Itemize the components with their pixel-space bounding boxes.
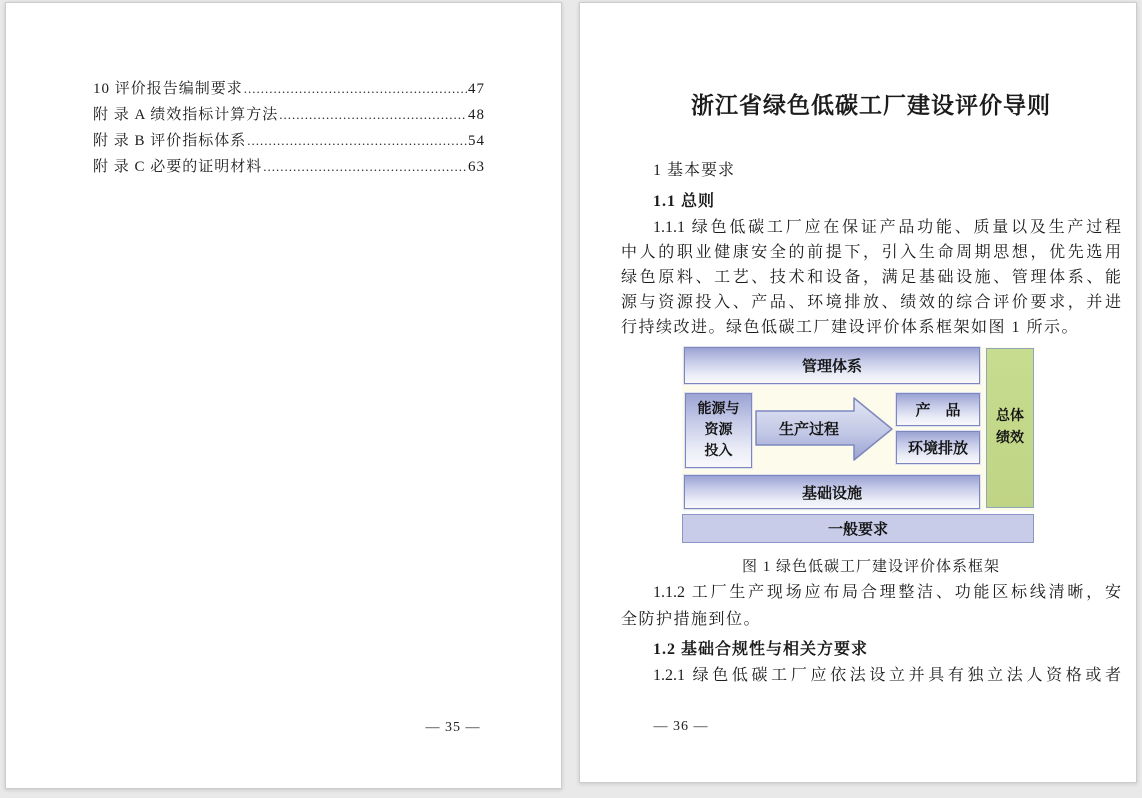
- document-title: 浙江省绿色低碳工厂建设评价导则: [691, 93, 1051, 118]
- page-number-36: — 36 —: [653, 719, 709, 734]
- toc-entry-label: 附 录 A 绩效指标计算方法: [93, 107, 279, 123]
- section-heading-1: 1 基本要求: [653, 162, 736, 179]
- figure-box-product: [896, 393, 980, 426]
- paragraph-1-1-2: [621, 579, 1121, 633]
- paragraph-line: 源与资源投入、产品、环境排放、绩效的综合评价要求，并进: [621, 294, 1121, 311]
- figure-box-label: 生产过程: [778, 421, 839, 438]
- toc-entry[interactable]: [93, 77, 485, 103]
- toc-dot-leader: [244, 81, 467, 97]
- toc-entry-page: 48: [468, 107, 485, 123]
- figure-box-label: 基础设施: [801, 485, 862, 502]
- paragraph-1-2-1: [621, 662, 1121, 689]
- toc-dot-leader: [247, 133, 467, 149]
- figure-box-general-requirements: [682, 514, 1034, 543]
- figure-box-infrastructure: [684, 475, 980, 509]
- toc-entry[interactable]: [93, 129, 485, 155]
- toc-entry-page: 63: [468, 159, 485, 175]
- figure-box-label: 绩效: [996, 431, 1024, 446]
- paragraph-line: 绿色原料、工艺、技术和设备，满足基础设施、管理体系、能: [621, 269, 1121, 286]
- toc-entry[interactable]: [93, 103, 485, 129]
- figure-box-label: 一般要求: [827, 522, 888, 538]
- toc-entry[interactable]: [93, 155, 485, 181]
- figure-box-label: 能源与: [697, 402, 740, 417]
- table-of-contents: [93, 77, 485, 181]
- toc-entry-page: 47: [468, 81, 485, 97]
- toc-entry-label: 附 录 B 评价指标体系: [93, 133, 247, 149]
- toc-entry-page: 54: [468, 133, 485, 149]
- toc-entry-label: 附 录 C 必要的证明材料: [93, 159, 263, 175]
- paragraph-line: 1.1.2 工厂生产现场应布局合理整洁、功能区标线清晰，安: [653, 584, 1121, 601]
- section-heading-1-1: 1.1 总则: [653, 193, 716, 210]
- figure-box-environmental-emission: [896, 431, 980, 464]
- figure-box-management-system: [684, 347, 980, 384]
- paragraph-line: 1.1.1 绿色低碳工厂应在保证产品功能、质量以及生产过程: [653, 219, 1121, 236]
- figure-box-label: 资源: [704, 423, 733, 438]
- page-35: [5, 2, 562, 789]
- toc-entry-label: 10 评价报告编制要求: [93, 81, 243, 97]
- figure-box-label: 总体: [996, 409, 1024, 424]
- paragraph-line: 1.2.1 绿色低碳工厂应依法设立并具有独立法人资格或者: [653, 667, 1121, 684]
- figure-1-caption: 图 1 绿色低碳工厂建设评价体系框架: [741, 559, 1000, 575]
- figure-1-framework-diagram: [682, 347, 1034, 547]
- section-heading-1-2: 1.2 基础合规性与相关方要求: [653, 641, 869, 658]
- page-36: [579, 2, 1137, 783]
- page-number-35: — 35 —: [425, 720, 481, 735]
- toc-dot-leader: [263, 159, 467, 175]
- paragraph-line: 全防护措施到位。: [621, 611, 762, 628]
- figure-box-label: 产 品: [915, 403, 961, 419]
- figure-box-label: 环境排放: [907, 441, 968, 457]
- paragraph-line: 中人的职业健康安全的前提下，引入生命周期思想，优先选用: [621, 244, 1121, 261]
- figure-box-label: 投入: [704, 444, 733, 459]
- paragraph-line: 行持续改进。绿色低碳工厂建设评价体系框架如图 1 所示。: [621, 319, 1080, 336]
- figure-box-label: 管理体系: [801, 359, 862, 375]
- figure-box-energy-resource-input: [685, 393, 752, 468]
- figure-box-overall-performance: [986, 348, 1034, 508]
- toc-dot-leader: [279, 107, 467, 123]
- production-process-arrow: [755, 395, 895, 463]
- paragraph-1-1-1: [621, 215, 1121, 340]
